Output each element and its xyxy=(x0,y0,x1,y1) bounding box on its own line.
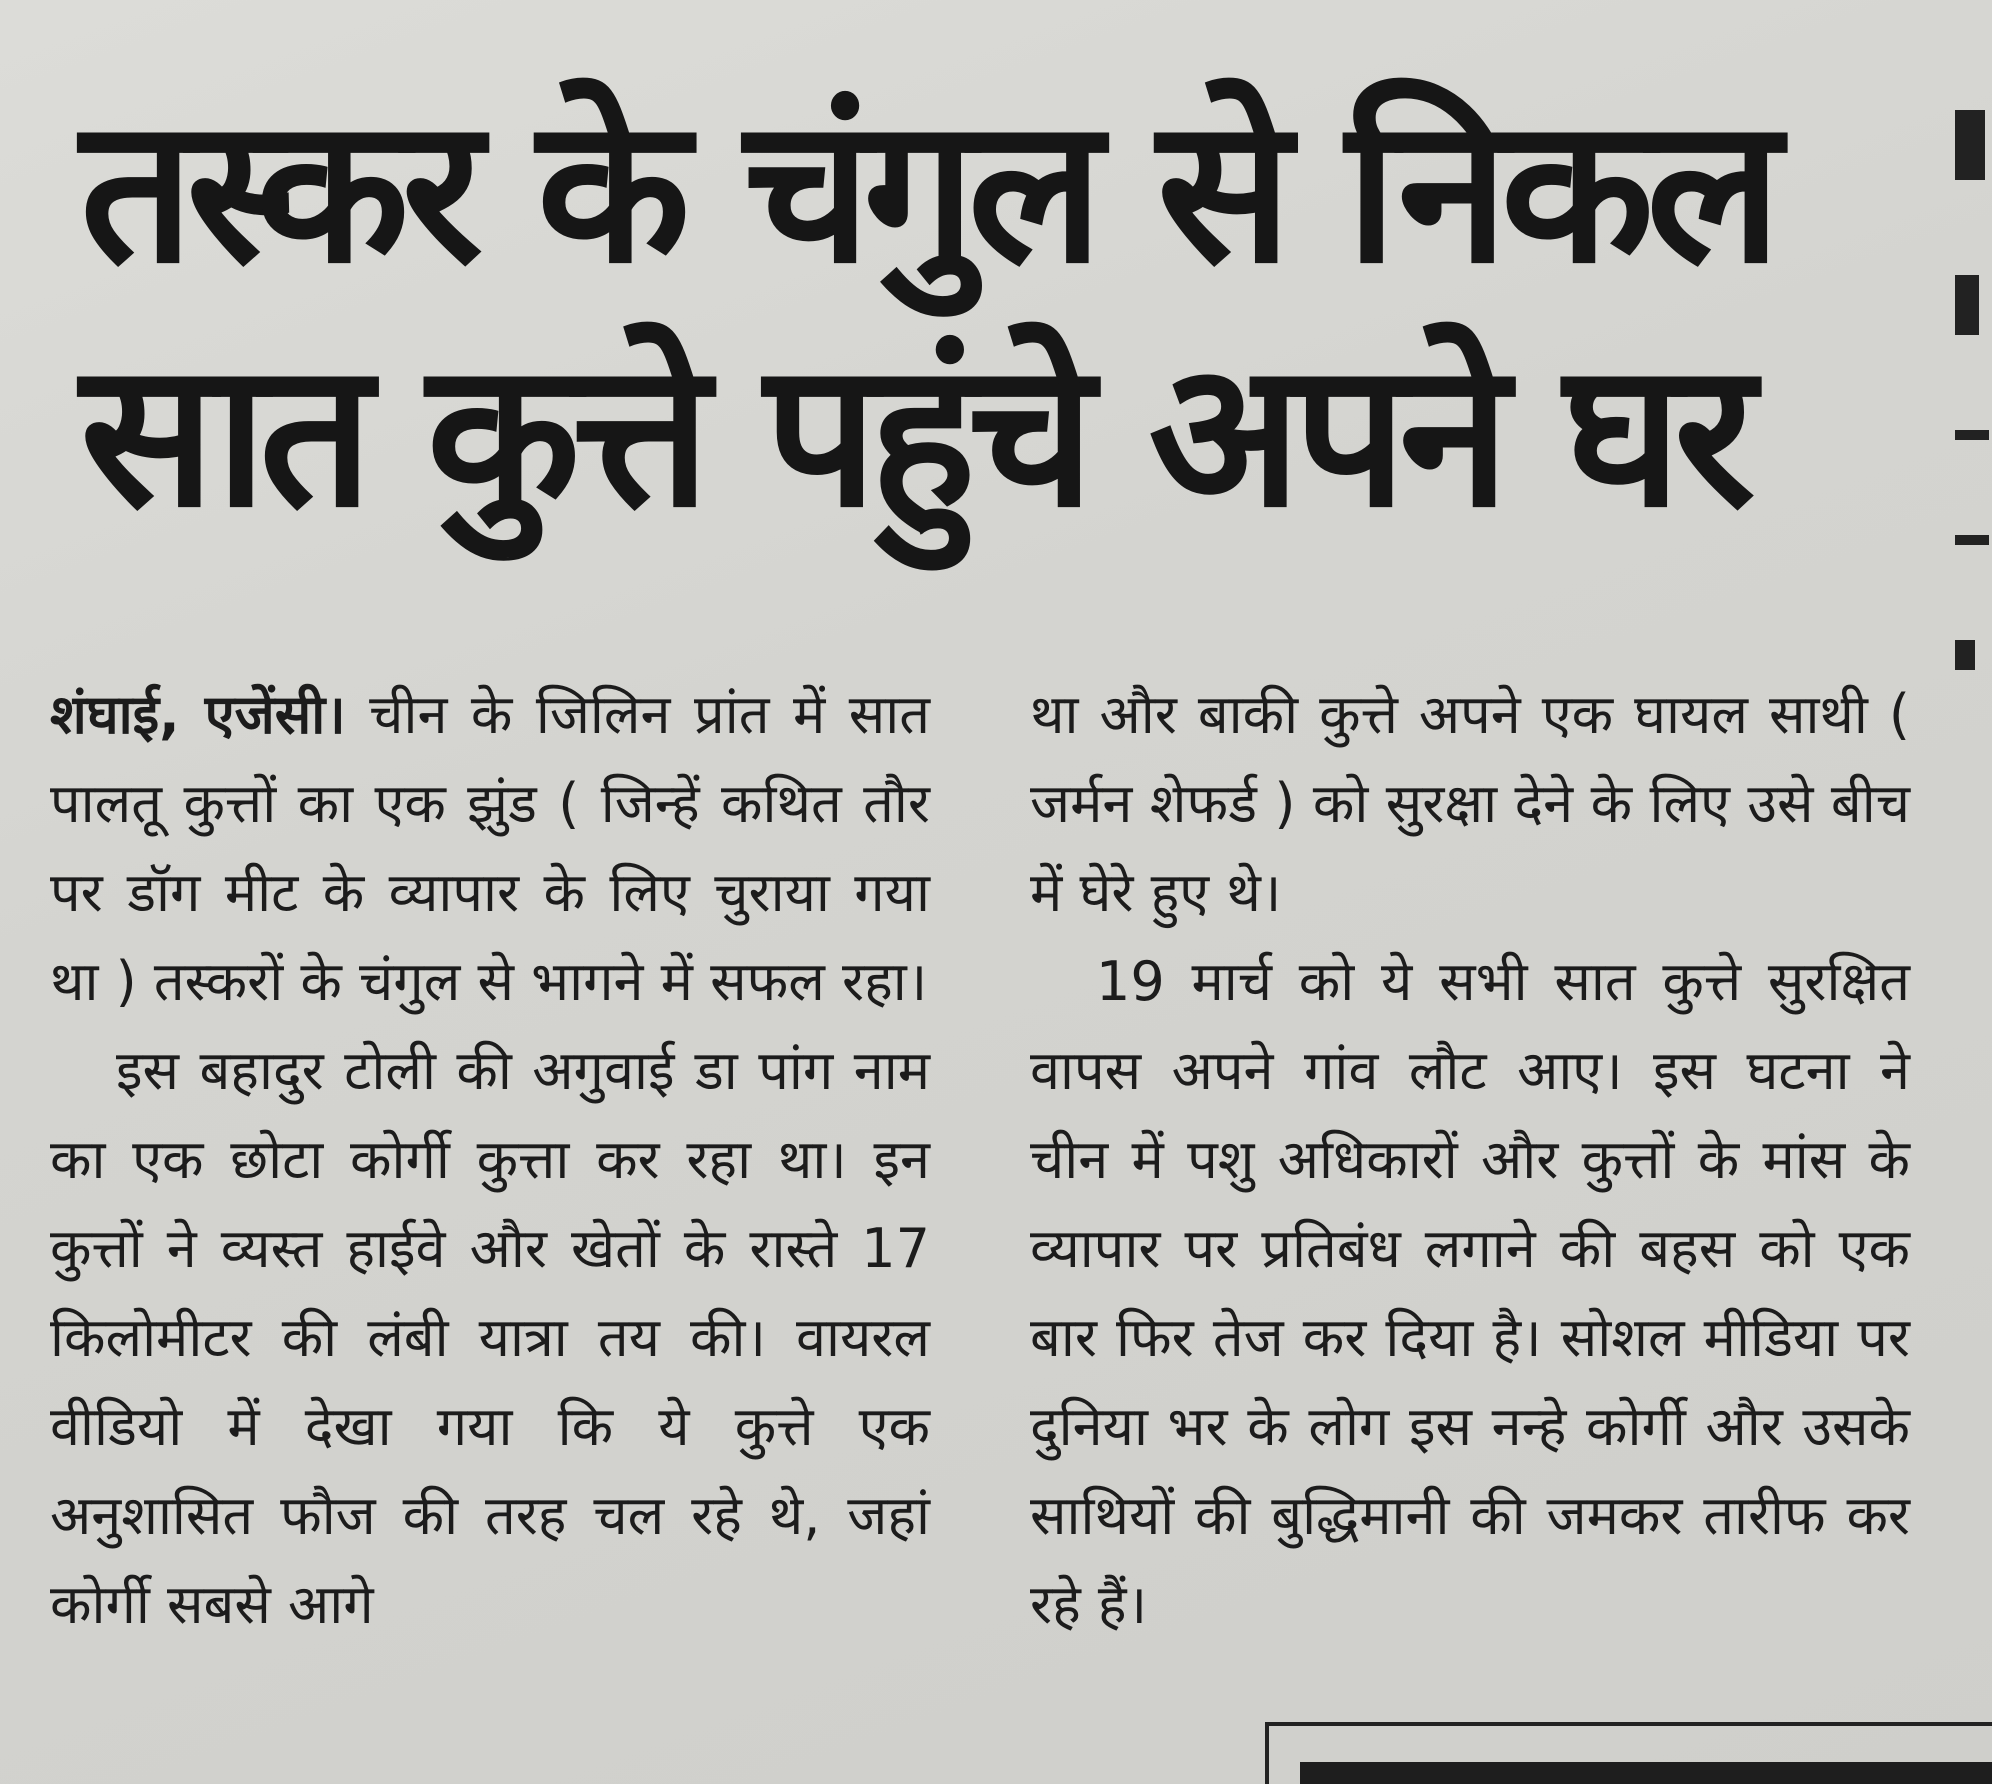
edge-glyph xyxy=(1955,640,1975,670)
article-paragraph: था और बाकी कुत्ते अपने एक घायल साथी ( जर्मन शेफर्ड ) को सुरक्षा देने के लिए उसे बीच में घेरे हुए थे। xyxy=(1030,683,1910,924)
article-column-left xyxy=(50,670,930,1649)
headline-line-2: सात कुत्ते पहुंचे अपने घर xyxy=(80,319,1748,552)
article-paragraph xyxy=(50,670,930,1026)
headline xyxy=(80,70,1880,558)
article-paragraph: इस बहादुर टोली की अगुवाई डा पांग नाम का एक छोटा कोर्गी कुत्ता कर रहा था। इन कुत्तों ने व्यस्त हाईवे और खेतों के रास्ते 17 किलोमीटर की लंबी यात्रा तय की। वायरल वीडियो में देखा गया कि ये कुत्ते एक अनुशासित फौज की तरह चल रहे थे, जहां कोर्गी सबसे आगे xyxy=(50,1039,930,1636)
article-column-right xyxy=(1030,670,1910,1649)
headline-line-1: तस्कर के चंगुल से निकल xyxy=(80,75,1774,308)
article-paragraph: 19 मार्च को ये सभी सात कुत्ते सुरक्षित वापस अपने गांव लौट आए। इस घटना ने चीन में पशु अधिकारों और कुत्तों के मांस के व्यापार पर प्रतिबंध लगाने की बहस को एक बार फिर तेज कर दिया है। सोशल मीडिया पर दुनिया भर के लोग इस नन्हे कोर्गी और उसके साथियों की बुद्धिमानी की जमकर तारीफ कर रहे हैं। xyxy=(1030,950,1910,1636)
edge-glyph xyxy=(1955,110,1985,180)
adjacent-column-edge xyxy=(1955,110,1992,1010)
edge-glyph xyxy=(1955,430,1989,440)
edge-glyph xyxy=(1955,535,1989,545)
dateline: शंघाई, एजेंसी। xyxy=(50,683,346,746)
article-paragraph-text: चीन के जिलिन प्रांत में सात पालतू कुत्तों का एक झुंड ( जिन्हें कथित तौर पर डॉग मीट के व्यापार के लिए चुराया गया था ) तस्करों के चंगुल से भागने में सफल रहा। xyxy=(50,683,931,1013)
edge-glyph xyxy=(1955,275,1979,335)
adjacent-box-heading xyxy=(1300,1762,1992,1784)
